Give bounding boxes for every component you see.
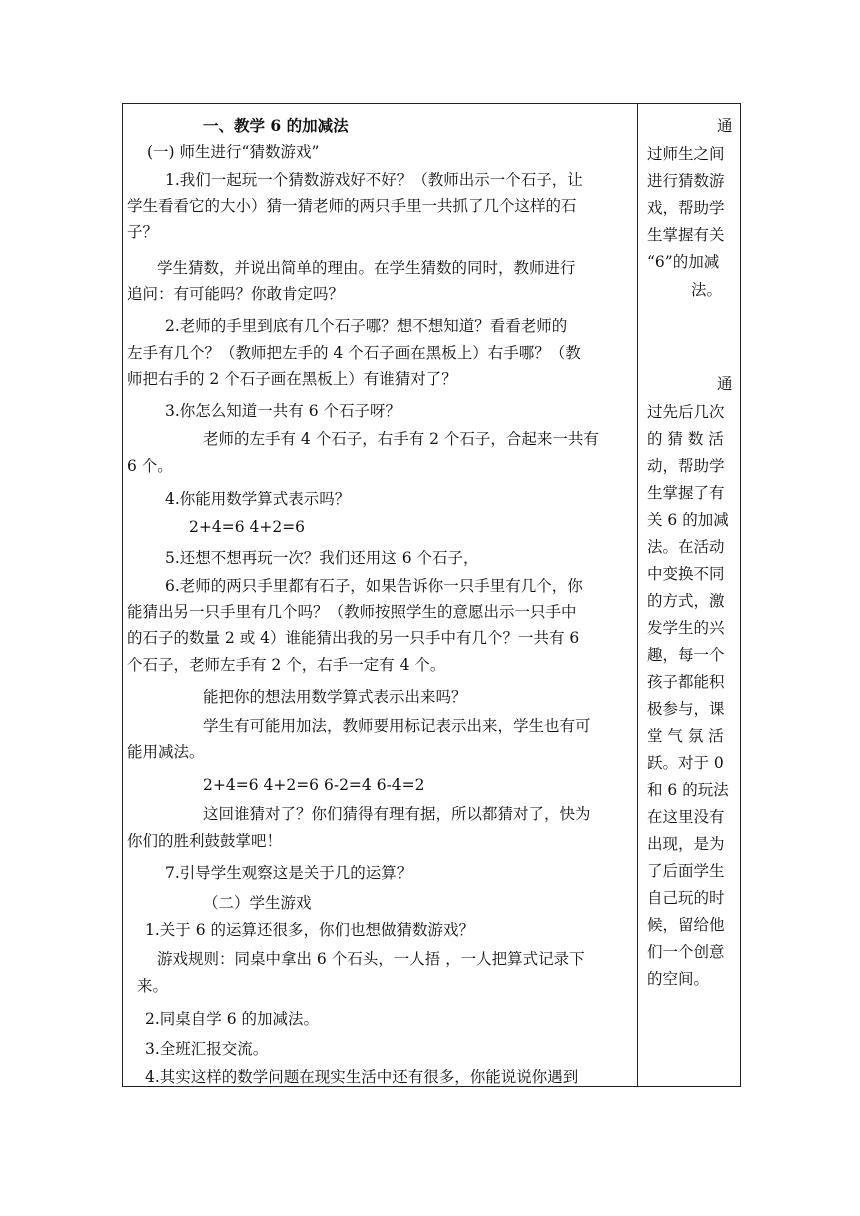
body-line: 游戏规则：同桌中拿出 6 个石头，一人捂 ，一人把算式记录下 xyxy=(157,950,585,968)
body-line: 个石子，老师左手有 2 个，右手一定有 4 个。 xyxy=(127,656,446,674)
body-line: 追问：有可能吗？你敢肯定吗？ xyxy=(127,285,345,303)
body-line: 3.全班汇报交流。 xyxy=(145,1040,269,1058)
body-line: 左手有几个？（教师把左手的 4 个石子画在黑板上）右手哪？（教 xyxy=(127,344,581,362)
body-line: 能猜出另一只手里有几个吗？（教师按照学生的意愿出示一只手中 xyxy=(127,603,577,621)
note-line: “6”的加减 xyxy=(647,253,720,271)
body-line: 3.你怎么知道一共有 6 个石子呀？ xyxy=(165,402,402,420)
body-line: 6 个。 xyxy=(127,457,173,475)
body-line: 1.我们一起玩一个猜数游戏好不好？（教师出示一个石子，让 xyxy=(165,171,583,189)
body-line: 5.还想不想再玩一次？我们还用这 6 个石子， xyxy=(165,549,479,567)
body-line: 6.老师的两只手里都有石子，如果告诉你一只手里有几个，你 xyxy=(165,577,583,595)
body-line: 子？ xyxy=(127,223,159,241)
body-line: 2.同桌自学 6 的加减法。 xyxy=(145,1010,320,1028)
body-line: 这回谁猜对了？你们猜得有理有据，所以都猜对了，快为 xyxy=(203,805,591,823)
note-line: 和 6 的玩法 xyxy=(647,781,729,799)
note-line: 动，帮助学 xyxy=(647,457,725,475)
note-line: 堂 气 氛 活 xyxy=(647,727,724,745)
body-line: 4.你能用数学算式表示吗？ xyxy=(165,490,351,508)
note-line: 生掌握有关 xyxy=(647,226,725,244)
note-line: 生掌握了有 xyxy=(647,484,725,502)
body-line: 师把右手的 2 个石子画在黑板上）有谁猜对了？ xyxy=(127,370,457,388)
note-line: 关 6 的加减 xyxy=(647,511,729,529)
note-line: 了后面学生 xyxy=(647,862,725,880)
note-line: 趣，每一个 xyxy=(647,646,725,664)
note-line: 的方式，激 xyxy=(647,592,725,610)
note-line: 自己玩的时 xyxy=(647,889,725,907)
body-line: 4.其实这样的数学问题在现实生活中还有很多，你能说说你遇到 xyxy=(145,1068,579,1086)
note-line: 的 猜 数 活 xyxy=(647,430,724,448)
note-line: 法。 xyxy=(691,281,723,299)
lesson-table xyxy=(122,103,741,1087)
body-line: 你们的胜利鼓鼓掌吧！ xyxy=(127,832,283,850)
note-line: 通 xyxy=(717,375,733,393)
notes-column xyxy=(643,104,738,1086)
note-line: 戏，帮助学 xyxy=(647,199,725,217)
body-line: 学生看看它的大小）猜一猜老师的两只手里一共抓了几个这样的石 xyxy=(127,197,577,215)
body-line: 能用减法。 xyxy=(127,743,205,761)
equation-line: 2+4=6 4+2=6 xyxy=(189,518,306,536)
body-line: 1.关于 6 的运算还很多，你们也想做猜数游戏？ xyxy=(145,921,475,939)
note-line: 法。在活动 xyxy=(647,538,725,556)
note-line: 中变换不同 xyxy=(647,565,725,583)
body-line: 7.引导学生观察这是关于几的运算？ xyxy=(165,864,413,882)
column-divider xyxy=(637,104,638,1086)
note-line: 们一个创意 xyxy=(647,943,725,961)
subsection-heading: (一) 师生进行“猜数游戏” xyxy=(147,143,320,161)
body-line: 能把你的想法用数学算式表示出来吗？ xyxy=(203,688,467,706)
body-line: 2.老师的手里到底有几个石子哪？想不想知道？看看老师的 xyxy=(165,317,568,335)
note-line: 候，留给他 xyxy=(647,916,725,934)
note-line: 在这里没有 xyxy=(647,808,725,826)
note-line: 通 xyxy=(717,117,733,135)
body-line: 来。 xyxy=(137,977,169,995)
note-line: 跃。对于 0 xyxy=(647,754,724,772)
note-line: 极参与，课 xyxy=(647,700,725,718)
note-line: 过先后几次 xyxy=(647,403,725,421)
note-line: 出现，是为 xyxy=(647,835,725,853)
section-heading: 一、教学 6 的加减法 xyxy=(203,116,349,135)
note-line: 孩子都能积 xyxy=(647,673,725,691)
body-line: 老师的左手有 4 个石子，右手有 2 个石子，合起来一共有 xyxy=(203,430,599,448)
note-line: 的空间。 xyxy=(647,970,710,988)
body-line: 学生有可能用加法，教师要用标记表示出来，学生也有可 xyxy=(203,717,591,735)
note-line: 发学生的兴 xyxy=(647,619,725,637)
equation-line: 2+4=6 4+2=6 6-2=4 6-4=2 xyxy=(203,776,425,794)
body-line: 学生猜数，并说出简单的理由。在学生猜数的同时，教师进行 xyxy=(157,259,576,277)
subsection-heading: （二）学生游戏 xyxy=(203,894,312,912)
note-line: 进行猜数游 xyxy=(647,172,725,190)
body-line: 的石子的数量 2 或 4）谁能猜出我的另一只手中有几个？一共有 6 xyxy=(127,629,580,647)
note-line: 过师生之间 xyxy=(647,145,725,163)
